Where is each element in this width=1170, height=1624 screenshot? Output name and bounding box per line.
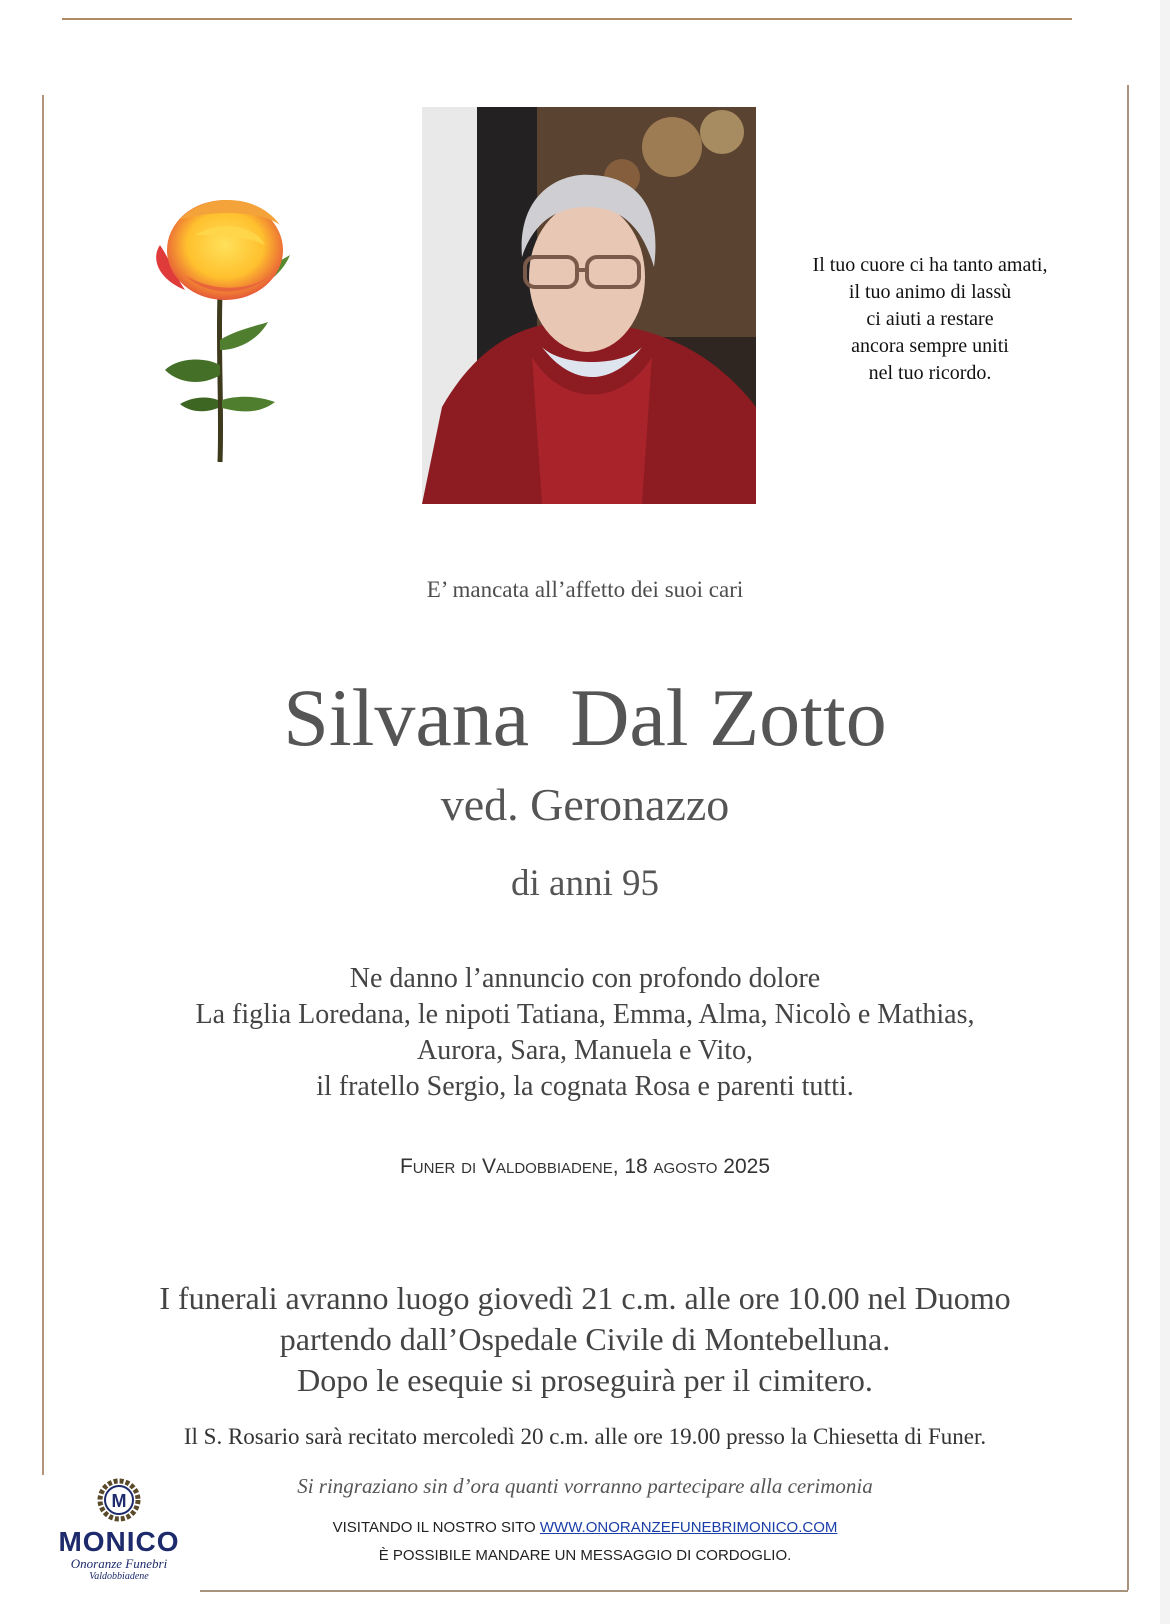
poem-line: il tuo animo di lassù	[848, 281, 1012, 303]
rose-image	[140, 190, 315, 480]
logo-brand: MONICO	[58, 1526, 180, 1557]
family-line: Ne danno l’annuncio con profondo dolore	[349, 963, 821, 994]
portrait-photo	[422, 107, 756, 504]
poem-line: ci aiuti a restare	[866, 308, 994, 330]
funeral-line: partendo dall’Ospedale Civile di Montebelluna.	[279, 1321, 891, 1357]
family-announcement	[0, 961, 1170, 1105]
frame-bottom-border	[200, 1590, 1128, 1592]
poem-line: nel tuo ricordo.	[868, 362, 992, 384]
deceased-name: Silvana Dal Zotto	[283, 672, 887, 763]
laurel-wreath-icon	[93, 1478, 145, 1522]
logo-monogram: M	[111, 1491, 127, 1511]
family-line: La figlia Loredana, le nipoti Tatiana, Emma, Alma, Nicolò e Mathias,	[195, 999, 975, 1030]
logo-subtitle: Onoranze Funebri	[70, 1556, 168, 1571]
rosary-notice: Il S. Rosario sarà recitato mercoledì 20 c.m. alle ore 19.00 presso la Chiesetta di Funer.	[183, 1424, 987, 1449]
announcement-intro: E’ mancata all’affetto dei suoi cari	[426, 577, 744, 602]
family-line: Aurora, Sara, Manuela e Vito,	[416, 1035, 754, 1066]
family-line: il fratello Sergio, la cognata Rosa e parenti tutti.	[316, 1071, 854, 1102]
funeral-line: I funerali avranno luogo giovedì 21 c.m. alle ore 10.00 nel Duomo	[159, 1280, 1011, 1316]
deceased-age: di anni 95	[511, 863, 659, 904]
widow-of: ved. Geronazzo	[440, 779, 730, 830]
logo-town: Valdobbiadene	[89, 1571, 149, 1582]
place-and-date: Funer di Valdobbiadene, 18 agosto 2025	[399, 1155, 771, 1178]
condolence-text: È POSSIBILE MANDARE UN MESSAGGIO DI CORDOGLIO.	[378, 1547, 792, 1564]
top-divider	[62, 18, 1072, 20]
monico-logo	[44, 1478, 194, 1593]
memorial-poem	[780, 252, 1080, 387]
thanks-note: Si ringraziano sin d’ora quanti vorranno partecipare alla cerimonia	[297, 1474, 873, 1498]
funeral-details	[0, 1278, 1170, 1401]
poem-line: ancora sempre uniti	[851, 335, 1009, 357]
poem-line: Il tuo cuore ci ha tanto amati,	[812, 254, 1048, 276]
visit-prefix: VISITANDO IL NOSTRO SITO	[332, 1519, 540, 1536]
website-link[interactable]: WWW.ONORANZEFUNEBRIMONICO.COM	[539, 1519, 838, 1536]
funeral-line: Dopo le esequie si proseguirà per il cimitero.	[297, 1362, 873, 1398]
